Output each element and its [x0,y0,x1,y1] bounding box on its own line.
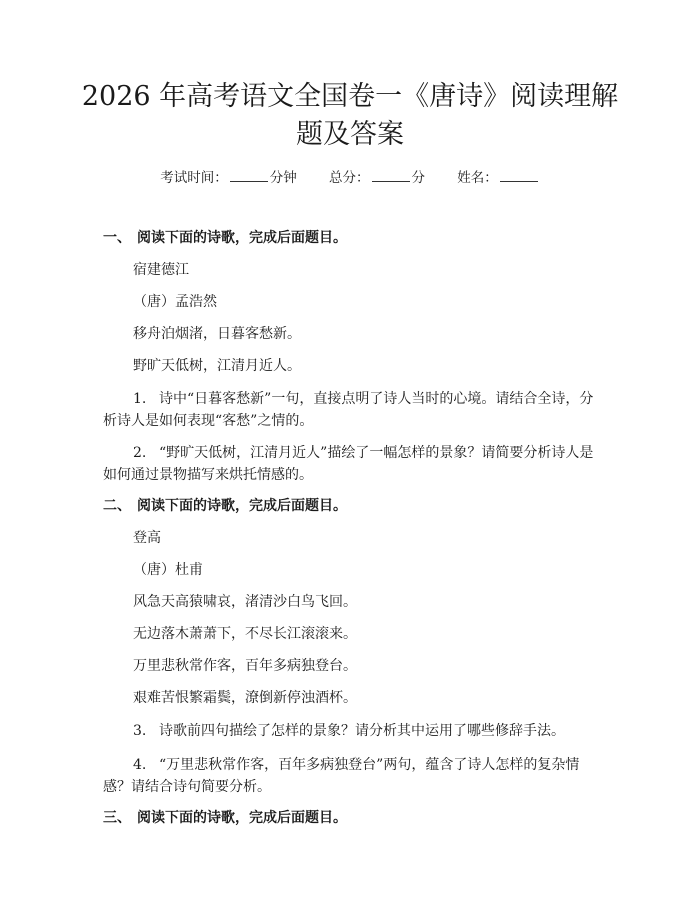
question-number: 1. [133,391,147,407]
title-line-2: 题及答案 [296,119,404,150]
poem-line: 艰难苦恨繁霜鬓，潦倒新停浊酒杯。 [133,690,357,706]
poem-line: 无边落木萧萧下，不尽长江滚滚来。 [133,626,357,642]
document-body [103,228,597,828]
exam-time-unit: 分钟 [269,170,297,186]
question-3 [103,720,597,742]
poem-line: 万里悲秋常作客，百年多病独登台。 [133,658,357,674]
student-name-blank [500,169,538,182]
total-score-unit: 分 [411,170,425,186]
exam-time-label: 考试时间： [160,170,228,186]
section-instruction: 阅读下面的诗歌，完成后面题目。 [137,498,347,514]
student-name-field [457,170,540,186]
exam-time-blank [230,169,268,182]
section-instruction: 阅读下面的诗歌，完成后面题目。 [137,810,347,826]
poem-line: 风急天高猿啸哀，渚清沙白鸟飞回。 [133,594,357,610]
question-2 [103,442,597,486]
question-1 [103,388,597,432]
exam-info [0,168,700,188]
document-title [60,78,640,154]
question-text: 诗歌前四句描绘了怎样的景象？请分析其中运用了哪些修辞手法。 [159,723,565,739]
section-number: 三、 [103,810,131,826]
section-heading-3 [103,808,597,828]
question-text: “万里悲秋常作客，百年多病独登台”两句，蕴含了诗人怎样的复杂情感？请结合诗句简要分析。 [103,757,580,795]
section-heading-1 [103,228,597,248]
total-score-field [329,170,425,186]
section-instruction: 阅读下面的诗歌，完成后面题目。 [137,230,347,246]
poem-line: 移舟泊烟渚，日暮客愁新。 [133,326,301,342]
exam-time-field [160,170,297,186]
poem-author: （唐）孟浩然 [133,294,217,310]
question-number: 4. [133,757,147,773]
poem-title: 宿建德江 [133,262,189,278]
poem-line: 野旷天低树，江清月近人。 [133,358,301,374]
question-4 [103,754,597,798]
section-heading-2 [103,496,597,516]
student-name-label: 姓名： [457,170,498,186]
section-number: 一、 [103,230,131,246]
question-number: 2. [133,445,147,461]
title-line-1: 2026 年高考语文全国卷一《唐诗》阅读理解 [81,81,619,112]
section-number: 二、 [103,498,131,514]
total-score-blank [372,169,410,182]
poem-title: 登高 [133,530,161,546]
question-text: 诗中“日暮客愁新”一句，直接点明了诗人当时的心境。请结合全诗，分析诗人是如何表现“客愁”之情的。 [103,391,594,429]
total-score-label: 总分： [329,170,370,186]
question-text: “野旷天低树，江清月近人”描绘了一幅怎样的景象？请简要分析诗人是如何通过景物描写来烘托情感的。 [103,445,594,483]
poem-author: （唐）杜甫 [133,562,203,578]
question-number: 3. [133,723,147,739]
